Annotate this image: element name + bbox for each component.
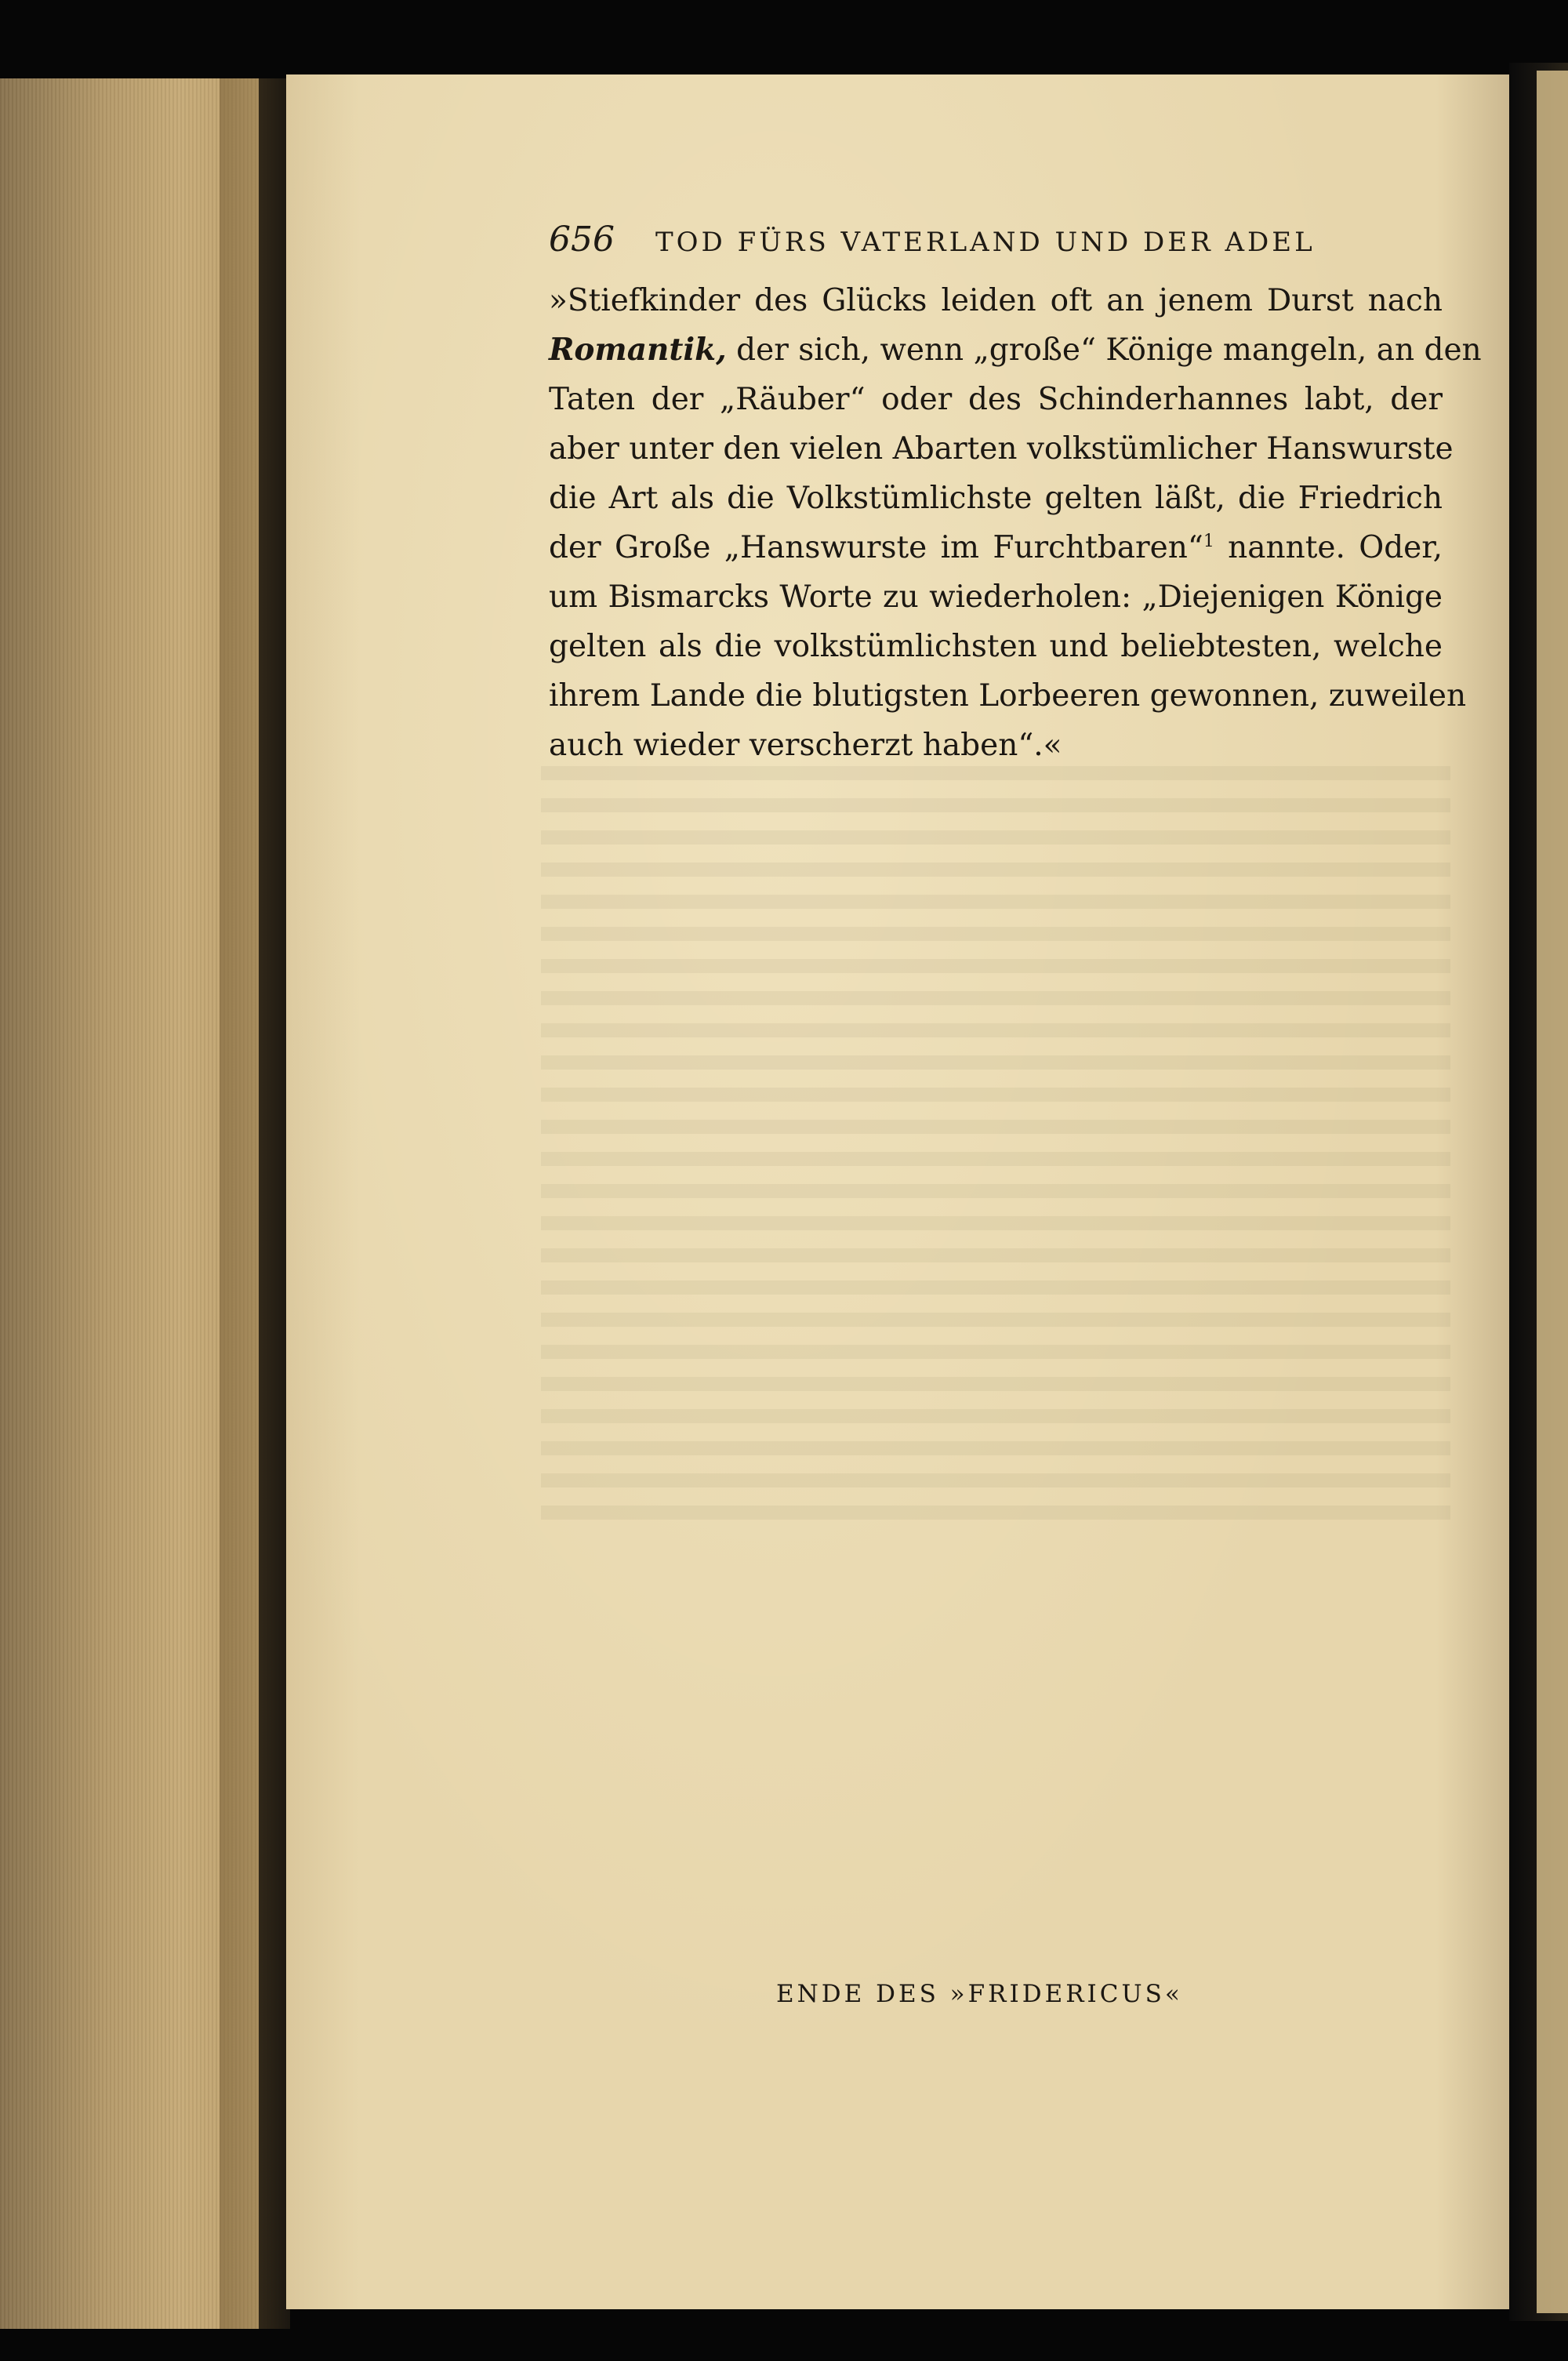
page-number: 656 [549, 220, 615, 260]
text-line: aber unter den vielen Abarten volkstümlicher Hanswurste [549, 431, 1454, 467]
text-line: der Große „Hanswurste im Furchtbaren“$^1$ nannte. Oder, [549, 530, 1443, 565]
text-line: ihrem Lande die blutigsten Lorbeeren gewonnen, zuweilen [549, 678, 1467, 714]
text-line: gelten als die volkstümlichsten und beliebtesten, welche [549, 629, 1443, 664]
text-line: Romantik, der sich, wenn „große“ Könige mangeln, an den [549, 332, 1482, 368]
end-mark: ENDE DES »FRIDERICUS« [776, 1980, 1183, 2008]
footnote-marker: 1 [1203, 532, 1214, 551]
running-head-title: TOD FÜRS VATERLAND UND DER ADEL [655, 227, 1316, 258]
text-line: »Stiefkinder des Glücks leiden oft an jenem Durst nach [549, 283, 1443, 318]
body-text [549, 276, 1482, 770]
text-line: Taten der „Räuber“ oder des Schinderhannes labt, der [549, 382, 1443, 417]
running-head [549, 220, 1411, 267]
text-line: auch wieder verscherzt haben“.« [549, 728, 1062, 763]
emphasis: Romantik, [549, 332, 727, 368]
next-page-sliver [1537, 71, 1568, 2313]
text-line: die Art als die Volkstümlichste gelten läßt, die Friedrich [549, 481, 1443, 516]
spine-shadow [220, 78, 290, 2329]
text-line: um Bismarcks Worte zu wiederholen: „Diejenigen Könige [549, 579, 1443, 615]
reverse-side-show-through [541, 749, 1450, 1972]
